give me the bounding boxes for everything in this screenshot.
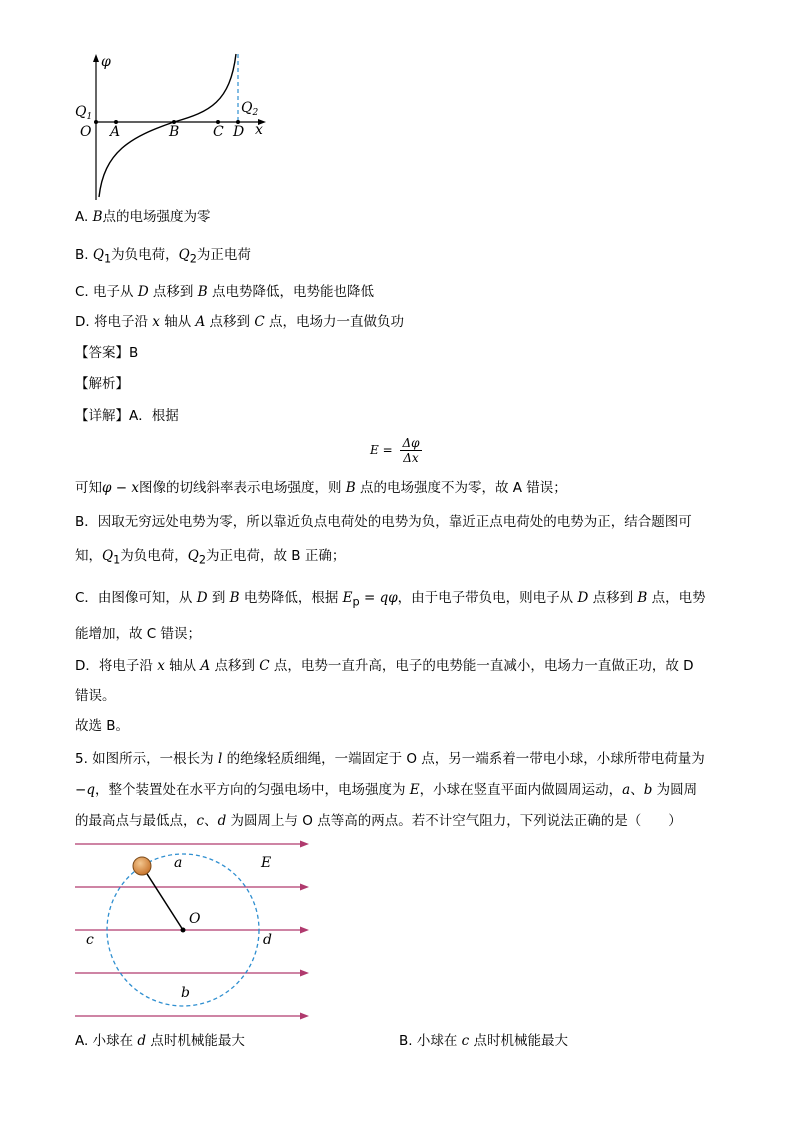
label-e: E xyxy=(261,855,272,871)
q5-line1: 5. 如图所示，一根长为 l 的绝缘轻质细绳，一端固定于 O 点，另一端系着一带电小球，小球所带电荷量为 xyxy=(75,751,705,767)
point-c-label: C xyxy=(213,124,224,140)
potential-graph xyxy=(70,52,270,202)
point-a-label: A xyxy=(110,124,121,140)
center-point xyxy=(181,928,186,933)
q1-label: $Q_1$ xyxy=(75,104,93,122)
q5-line2: −q，整个装置处在水平方向的匀强电场中，电场强度为 E，小球在竖直平面内做圆周运动，a、b 为圆周 xyxy=(75,782,698,798)
detail-line: 【详解】A．根据 xyxy=(75,408,179,424)
option-c: C. 电子从 D 点移到 B 点电势降低，电势能也降低 xyxy=(75,284,374,300)
option-d: D. 将电子沿 x 轴从 A 点移到 C 点，电场力一直做负功 xyxy=(75,314,404,330)
paragraph-c-line2: 能增加，故 C 错误； xyxy=(75,626,202,642)
point-b-label: B xyxy=(169,124,180,140)
field-lines xyxy=(75,841,309,1020)
analysis-label: 【解析】 xyxy=(75,376,129,392)
paragraph-c-line1: C．由图像可知，从 D 到 B 电势降低，根据 $E_p = q\varphi$，由于电子带负电，则电子从 D 点移到 B 点，电势 xyxy=(75,590,706,609)
label-d: d xyxy=(263,932,272,948)
label-a: a xyxy=(174,855,183,871)
conclusion: 故选 B。 xyxy=(75,718,130,734)
label-b: b xyxy=(181,985,190,1001)
q5-option-a: A. 小球在 d 点时机械能最大 xyxy=(75,1033,245,1049)
circular-motion-figure xyxy=(75,836,320,1024)
y-axis-label: φ xyxy=(101,54,111,70)
option-a: A. B点的电场强度为零 xyxy=(75,209,211,225)
q5-line3: 的最高点与最低点，c、d 为圆周上与 O 点等高的两点。若不计空气阻力，下列说法正确的是（ ） xyxy=(75,813,682,829)
answer-line: 【答案】B xyxy=(75,345,139,361)
paragraph-b-line2: 知，$Q_1$为负电荷，$Q_2$为正电荷，故 B 正确； xyxy=(75,548,346,567)
point-d-label: D xyxy=(233,124,245,140)
y-axis-arrow xyxy=(93,54,99,62)
q5-option-b: B. 小球在 c 点时机械能最大 xyxy=(399,1033,568,1049)
paragraph-d-line1: D．将电子沿 x 轴从 A 点移到 C 点，电势一直升高，电子的电势能一直减小，电场力一直做正功，故 D xyxy=(75,658,694,674)
paragraph-b-line1: B．因取无穷远处电势为零，所以靠近负点电荷处的电势为负，靠近正点电荷处的电势为正，结合题图可 xyxy=(75,514,692,530)
charged-ball xyxy=(133,857,151,875)
x-axis-label: x xyxy=(255,122,263,138)
label-c: c xyxy=(86,932,94,948)
q2-label: $Q_2$ xyxy=(241,100,259,118)
point-origin-dot xyxy=(94,120,98,124)
origin-label: O xyxy=(80,124,92,140)
paragraph-a: 可知φ − x图像的切线斜率表示电场强度，则 B 点的电场强度不为零，故 A 错误； xyxy=(75,480,567,496)
equation-e-field: E = $\frac{\Delta\varphi}{\Delta x}$ xyxy=(370,436,420,465)
string xyxy=(142,866,183,930)
paragraph-d-line2: 错误。 xyxy=(75,688,116,704)
label-o: O xyxy=(189,911,201,927)
option-b: B. $Q_1$为负电荷，$Q_2$为正电荷 xyxy=(75,247,251,266)
